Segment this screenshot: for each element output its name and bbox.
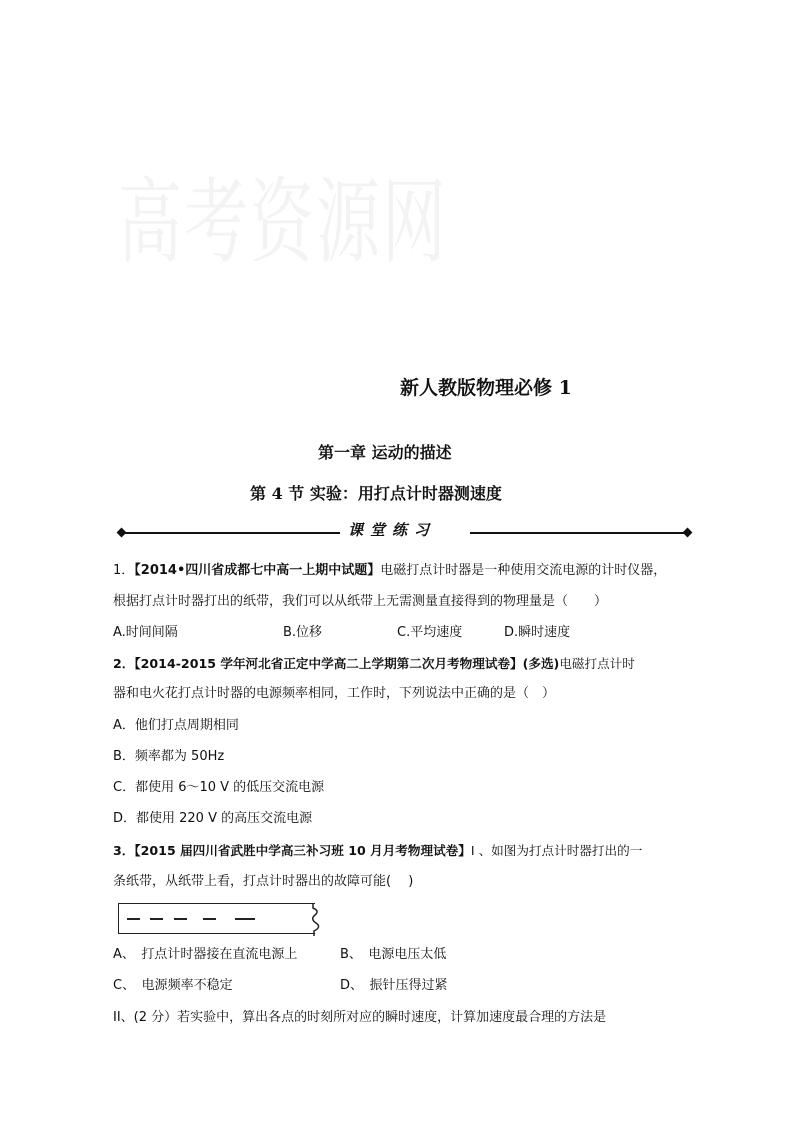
q1-option-c: C.平均速度 (397, 625, 463, 640)
q1-stem: 电磁打点计时器是一种使用交流电源的计时仪器， (380, 563, 667, 578)
chapter-title: 第一章 运动的描述 (318, 443, 452, 462)
q3-number: 3． (113, 843, 135, 858)
paper-tape-figure (118, 903, 315, 934)
q2-option-c: C．都使用 6～10 V 的低压交流电源 (113, 780, 325, 795)
q2-source: 【2014-2015 学年河北省正定中学高二上学期第二次月考物理试卷】(多选) (134, 656, 560, 671)
q3-option-c: C、 电源频率不稳定 (113, 978, 233, 993)
q1-source: 【2014•四川省成都七中高一上期中试题】 (134, 563, 381, 578)
tape-dash (203, 918, 216, 920)
q1-option-d: D.瞬时速度 (504, 625, 571, 640)
q1-line2: 根据打点计时器打出的纸带，我们可以从纸带上无需测量直接得到的物理量是（ ） (113, 594, 608, 609)
q3-option-b: B、 电源电压太低 (340, 947, 447, 962)
q3-line1 (113, 843, 642, 859)
practice-banner: 课堂练习 (348, 521, 437, 539)
q2-option-a: A．他们打点周期相同 (113, 718, 239, 733)
q1-number: 1． (113, 563, 135, 578)
q3-stem: I 、如图为打点计时器打出的一 (470, 843, 643, 858)
q2-number: 2． (113, 656, 135, 671)
q3-option-d: D、 振针压得过紧 (340, 978, 448, 993)
q3-part2: II、(2 分）若实验中，算出各点的时刻所对应的瞬时速度，计算加速度最合理的方法是 (113, 1010, 607, 1025)
q3-line2: 条纸带，从纸带上看，打点计时器出的故障可能( ) (113, 874, 414, 889)
section-title: 第 4 节 实验：用打点计时器测速度 (250, 484, 502, 503)
watermark: 高考资源网 (118, 169, 448, 278)
tape-torn-edge (300, 903, 322, 936)
section-divider (118, 519, 692, 537)
q2-option-b: B．频率都为 50Hz (113, 749, 225, 764)
divider-right-diamond (683, 528, 693, 538)
q3-option-a: A、 打点计时器接在直流电源上 (113, 947, 298, 962)
tape-dash (174, 918, 187, 920)
q2-line2: 器和电火花打点计时器的电源频率相同，工作时，下列说法中正确的是（ ） (113, 686, 556, 701)
q2-stem: 电磁打点计时 (559, 656, 635, 671)
divider-right-line (470, 532, 686, 534)
q2-option-d: D．都使用 220 V 的高压交流电源 (113, 811, 313, 826)
divider-left-line (124, 532, 340, 534)
q2-line1 (113, 656, 635, 672)
book-title: 新人教版物理必修 1 (400, 377, 572, 399)
q1-line1 (113, 563, 666, 579)
q1-option-a: A.时间间隔 (113, 625, 178, 640)
q1-option-b: B.位移 (283, 625, 323, 640)
tape-dash (150, 918, 163, 920)
tape-dash (127, 918, 140, 920)
q3-source: 【2015 届四川省武胜中学高三补习班 10 月月考物理试卷】 (134, 843, 471, 858)
tape-dash (235, 918, 255, 920)
